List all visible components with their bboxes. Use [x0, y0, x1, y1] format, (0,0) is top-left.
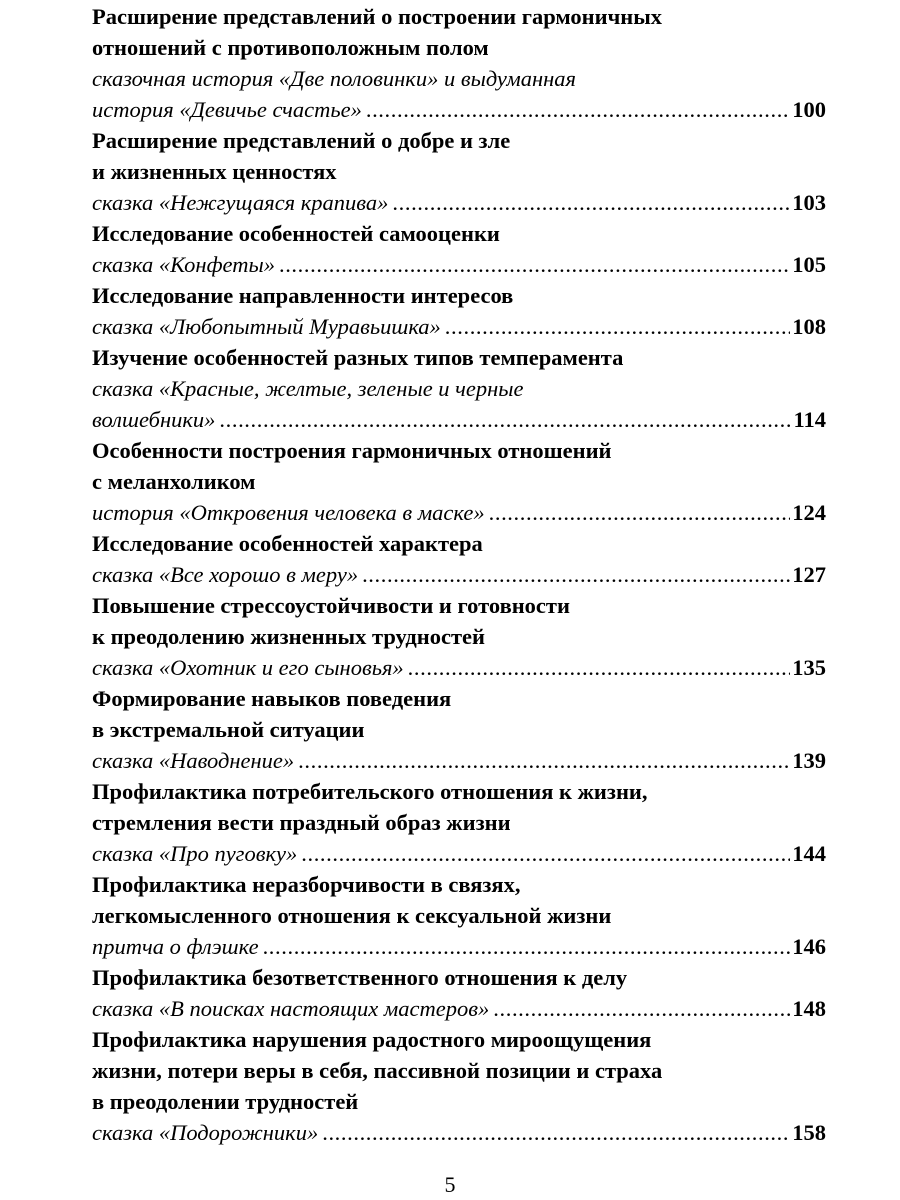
dot-leader [298, 745, 790, 776]
toc-entry-title-line: Исследование особенностей характера [92, 531, 483, 556]
toc-entry-subtitle: сказка «Все хорошо в меру» [92, 562, 359, 587]
toc-entry-subtitle: сказка «Подорожники» [92, 1120, 319, 1145]
toc-entry [92, 342, 826, 435]
dot-leader [493, 993, 790, 1024]
toc-entry-page-number: 105 [792, 252, 826, 277]
toc-entry [92, 218, 826, 280]
toc-entry-leader-line [92, 993, 826, 1024]
toc-entry [92, 590, 826, 683]
toc-entry-page-number: 135 [792, 655, 826, 680]
toc-entry-title-line: Особенности построения гармоничных отношений [92, 438, 612, 463]
toc-entry-subtitle: сказка «Конфеты» [92, 252, 275, 277]
toc-entry-title-line: с меланхоликом [92, 469, 256, 494]
toc-entry-title-line: жизни, потери веры в себя, пассивной позиции и страха [92, 1058, 663, 1083]
dot-leader [263, 931, 791, 962]
toc-entry-title-line: Расширение представлений о построении гармоничных [92, 4, 663, 29]
toc-entry-leader-line [92, 931, 826, 962]
dot-leader [408, 652, 791, 683]
toc-entry-title-line: Профилактика неразборчивости в связях, [92, 872, 521, 897]
toc-entry-page-number: 127 [792, 562, 826, 587]
toc-entry-subtitle-line: сказочная история «Две половинки» и выдуманная [92, 66, 576, 91]
toc-entry-page-number: 100 [792, 97, 826, 122]
toc-entry-title-line: Изучение особенностей разных типов темперамента [92, 345, 624, 370]
dot-leader [362, 559, 790, 590]
toc-entry-subtitle-line: сказка «Красные, желтые, зеленые и черные [92, 376, 524, 401]
toc-entry-leader-line [92, 745, 826, 776]
toc-entry-subtitle: притча о флэшке [92, 934, 259, 959]
toc-entry-title-line: отношений с противоположным полом [92, 35, 489, 60]
toc-entry-title-line: Профилактика безответственного отношения к делу [92, 965, 628, 990]
toc-entry-title-line: Профилактика нарушения радостного мироощущения [92, 1027, 652, 1052]
toc-entry-leader-line [92, 652, 826, 683]
toc-entry [92, 1024, 826, 1148]
toc-entry-title-line: Расширение представлений о добре и зле [92, 128, 511, 153]
toc-entry-title-line: в преодолении трудностей [92, 1089, 359, 1114]
toc-entry [92, 435, 826, 528]
toc-entry-title-line: Исследование направленности интересов [92, 283, 514, 308]
toc-entry-subtitle: сказка «Охотник и его сыновья» [92, 655, 404, 680]
toc-entry-leader-line [92, 404, 826, 435]
toc-entry-leader-line [92, 94, 826, 125]
toc-entry-page-number: 139 [792, 748, 826, 773]
dot-leader [392, 187, 790, 218]
toc-entry-title-line: Повышение стрессоустойчивости и готовности [92, 593, 570, 618]
dot-leader [301, 838, 790, 869]
toc-entry-title-line: стремления вести праздный образ жизни [92, 810, 511, 835]
toc-entry-page-number: 103 [792, 190, 826, 215]
toc-entry [92, 125, 826, 218]
toc-entry [92, 528, 826, 590]
toc-entry-title-line: и жизненных ценностях [92, 159, 337, 184]
toc-entry-page-number: 148 [792, 996, 826, 1021]
toc-entry-page-number: 108 [792, 314, 826, 339]
toc-entry-subtitle: сказка «Любопытный Муравьишка» [92, 314, 441, 339]
toc-entry [92, 962, 826, 1024]
toc-entry-title-line: в экстремальной ситуации [92, 717, 365, 742]
toc-entry [92, 869, 826, 962]
toc-entry-page-number: 158 [792, 1120, 826, 1145]
page-number: 5 [444, 1172, 456, 1197]
toc-entry [92, 776, 826, 869]
toc-entry-leader-line [92, 187, 826, 218]
toc-entry-page-number: 146 [792, 934, 826, 959]
toc-entry-leader-line [92, 249, 826, 280]
toc-entry-page-number: 144 [792, 841, 826, 866]
toc-entry-leader-line [92, 497, 826, 528]
toc-entry-subtitle: волшебники» [92, 407, 216, 432]
dot-leader [219, 404, 791, 435]
dot-leader [489, 497, 791, 528]
toc-entry-title-line: Профилактика потребительского отношения к жизни, [92, 779, 648, 804]
toc-entry-subtitle: сказка «Про пуговку» [92, 841, 298, 866]
toc-entry-leader-line [92, 838, 826, 869]
toc-entry-subtitle: сказка «Наводнение» [92, 748, 295, 773]
toc-entry-subtitle: история «Девичье счастье» [92, 97, 362, 122]
table-of-contents [92, 1, 826, 1148]
toc-entry-subtitle: сказка «Нежгущаяся крапива» [92, 190, 389, 215]
toc-entry-subtitle: сказка «В поисках настоящих мастеров» [92, 996, 490, 1021]
toc-entry-leader-line [92, 1117, 826, 1148]
toc-entry-title-line: к преодолению жизненных трудностей [92, 624, 485, 649]
toc-entry-page-number: 114 [793, 407, 826, 432]
toc-entry-page-number: 124 [792, 500, 826, 525]
toc-entry-leader-line [92, 311, 826, 342]
toc-entry [92, 683, 826, 776]
toc-entry-subtitle: история «Откровения человека в маске» [92, 500, 485, 525]
toc-entry-title-line: Исследование особенностей самооценки [92, 221, 500, 246]
dot-leader [322, 1117, 790, 1148]
dot-leader [279, 249, 790, 280]
toc-entry-title-line: Формирование навыков поведения [92, 686, 452, 711]
toc-entry-leader-line [92, 559, 826, 590]
dot-leader [366, 94, 790, 125]
toc-entry [92, 1, 826, 125]
toc-entry [92, 280, 826, 342]
dot-leader [445, 311, 790, 342]
toc-entry-title-line: легкомысленного отношения к сексуальной жизни [92, 903, 612, 928]
